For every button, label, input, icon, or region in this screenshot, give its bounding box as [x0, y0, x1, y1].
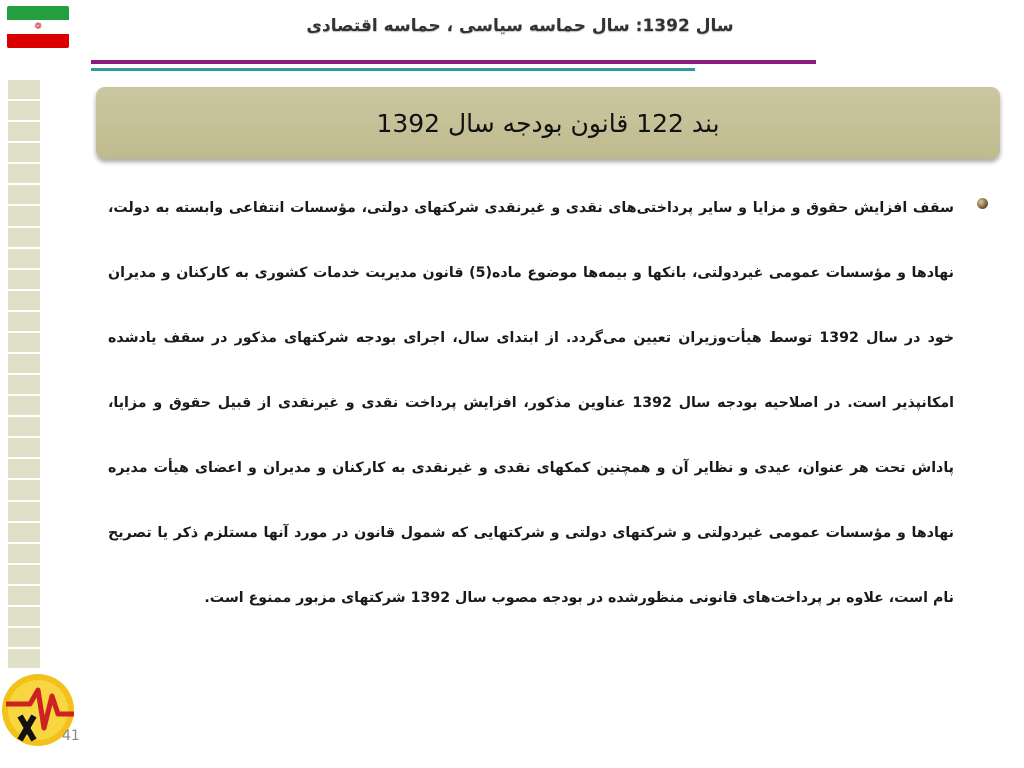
slide-number: 41 — [62, 728, 80, 744]
header-divider-purple — [91, 60, 816, 64]
slide-title-box — [96, 87, 1000, 159]
header-title: سال 1392: سال حماسه سیاسی ، حماسه اقتصادی — [306, 16, 734, 36]
slide-body-text: سقف افزایش حقوق و مزایا و سایر پرداختی‌های نقدی و غیرنقدی شرکتهای دولتی، مؤسسات انتفاعی وابسته به دولت، نهادها و مؤسسات عمومی غیردولتی، بانکها و بیمه‌ها موضوع ماده(5) قانون مدیریت خدمات کشوری به کارکنان و مدیران خود در سال 1392 توسط هیأت‌وزیران تعیین می‌گردد. از ابتدای سال، اجرای بودجه شرکتهای مذکور در سقف یادشده امکانپذیر است. در اصلاحیه بودجه سال 1392 عناوین مذکور، افزایش پرداخت نقدی و غیرنقدی از قبیل حقوق و مزایا، پاداش تحت هر عنوان، عیدی و نظایر آن و همچنین کمکهای نقدی و غیرنقدی به کارکنان و مدیران و اعضای هیأت مدیره نهادها و مؤسسات عمومی غیردولتی و شرکتهای دولتی و شرکتهایی که شمول قانون در مورد آنها مستلزم ذکر یا تصریح نام است، علاوه بر پرداخت‌های قانونی منظورشده در بودجه مصوب سال 1392 شرکتهای مزبور ممنوع است. — [108, 200, 955, 606]
side-decoration-strip — [8, 80, 40, 668]
bullet-icon — [977, 198, 988, 209]
header-divider-teal — [91, 68, 695, 71]
slide-title: بند 122 قانون بودجه سال 1392 — [376, 108, 720, 138]
iran-flag-icon: ❁ — [7, 6, 69, 48]
